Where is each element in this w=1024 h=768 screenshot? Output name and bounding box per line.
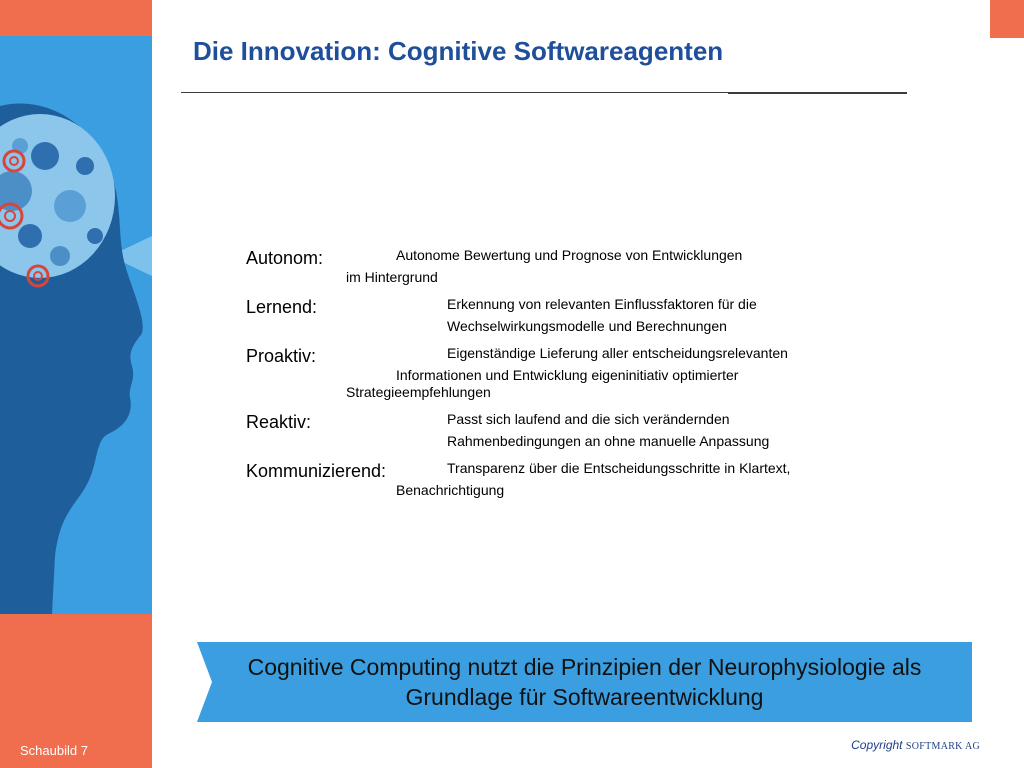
feature-desc-line: Autonome Bewertung und Prognose von Entwicklungen <box>396 247 743 263</box>
feature-desc-line: Wechselwirkungsmodelle und Berechnungen <box>447 318 727 334</box>
feature-desc-line: Eigenständige Lieferung aller entscheidungsrelevanten <box>447 345 788 361</box>
feature-term: Lernend: <box>246 297 318 317</box>
feature-term: Reaktiv: <box>246 412 312 432</box>
feature-item-lernend <box>246 296 886 335</box>
callout-line: Grundlage für Softwareentwicklung <box>405 684 764 710</box>
copyright-notice <box>851 738 980 752</box>
feature-item-kommunizierend <box>246 460 886 499</box>
feature-desc-line: Erkennung von relevanten Einflussfaktoren für die <box>447 296 757 312</box>
feature-item-reaktiv <box>246 411 886 450</box>
feature-desc-line: Strategieempfehlungen <box>346 384 491 400</box>
feature-desc-line: Passt sich laufend and die sich verändernden <box>447 411 730 427</box>
head-profile-illustration <box>0 36 152 614</box>
title-rule-accent <box>728 92 907 94</box>
feature-list <box>246 247 886 509</box>
feature-desc-line: Transparenz über die Entscheidungsschritte in Klartext, <box>447 460 791 476</box>
feature-desc-line: Informationen und Entwicklung eigeninitiativ optimierter <box>396 367 739 383</box>
feature-term: Proaktiv: <box>246 346 317 366</box>
feature-desc-line: Benachrichtigung <box>396 482 505 498</box>
feature-item-autonom <box>246 247 886 286</box>
title-rule <box>181 92 728 93</box>
feature-desc-line: Rahmenbedingungen an ohne manuelle Anpassung <box>447 433 770 449</box>
left-decor-panel <box>0 0 152 768</box>
slide-number-label: Schaubild 7 <box>20 743 88 758</box>
copyright-label: Copyright <box>851 738 903 752</box>
feature-item-proaktiv <box>246 345 886 401</box>
company-logo-text: SOFTMARK AG <box>905 741 980 752</box>
corner-accent <box>990 0 1024 38</box>
feature-desc-line: im Hintergrund <box>346 269 438 285</box>
callout-text <box>197 652 972 712</box>
slide-title: Die Innovation: Cognitive Softwareagenten <box>193 36 724 66</box>
feature-term: Kommunizierend: <box>246 461 387 481</box>
feature-term: Autonom: <box>246 248 324 268</box>
callout-line: Cognitive Computing nutzt die Prinzipien der Neurophysiologie als <box>247 654 922 680</box>
